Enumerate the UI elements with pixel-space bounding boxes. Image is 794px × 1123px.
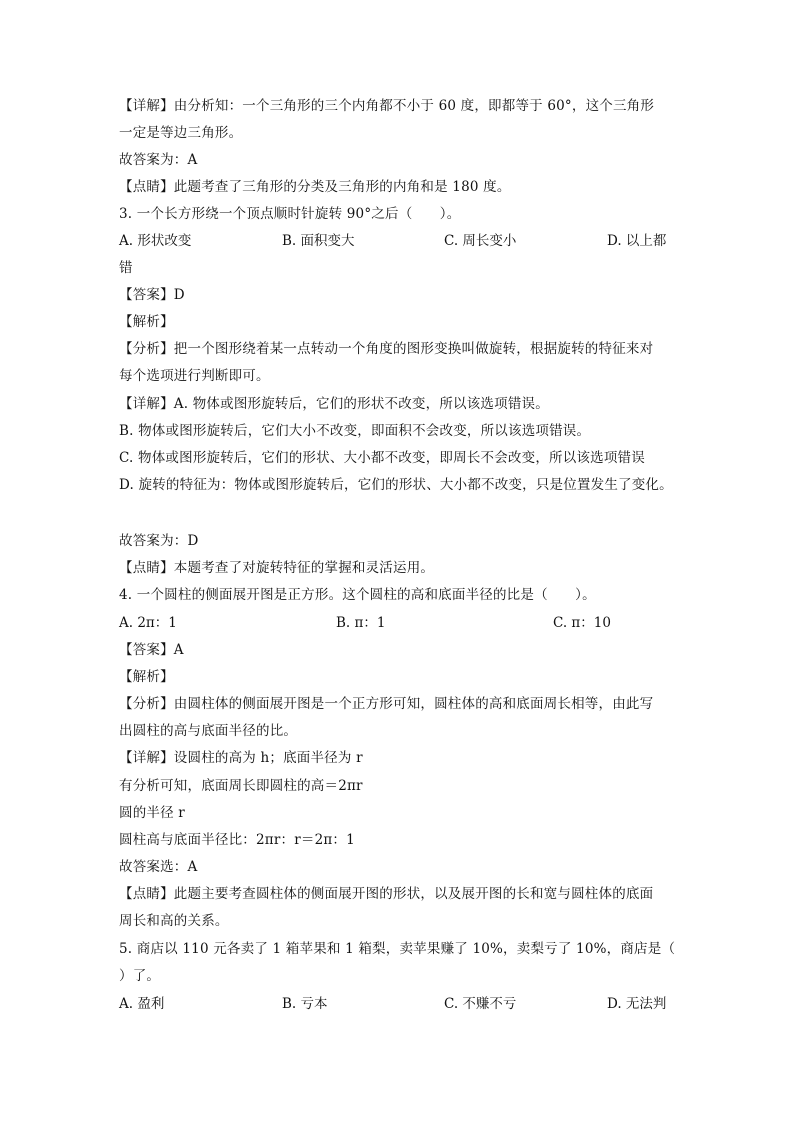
q3-analysis-title: 【解析】 [119,314,174,330]
q3-analysis-line-2: 每个选项进行判断即可。 [119,368,270,384]
q4-detail-line-3: 圆的半径 r [119,805,185,821]
q3-detail-d: D. 旋转的特征为：物体或图形旋转后，它们的形状、大小都不改变，只是位置发生了变化。 [119,477,673,493]
q5-option-b: B. 亏本 [282,996,328,1012]
q4-analysis-line-2: 出圆柱的高与底面半径的比。 [119,723,298,739]
q5-stem-line-2: ）了。 [119,968,161,984]
q3-option-wrap: 错 [119,260,133,276]
q5-option-c: C. 不赚不亏 [444,996,517,1012]
q4-comment-line-1: 【点睛】此题主要考查圆柱体的侧面展开图的形状，以及展开图的长和宽与圆柱体的底面 [119,886,654,902]
q2-detail-line-1: 【详解】由分析知：一个三角形的三个内角都不小于 60 度，即都等于 60°，这个三角形 [119,98,655,114]
q4-detail-line-4: 圆柱高与底面半径比：2πr：r＝2π：1 [119,832,355,848]
q4-option-b: B. π：1 [336,615,386,631]
q3-comment: 【点睛】本题考查了对旋转特征的掌握和灵活运用。 [119,560,435,576]
q4-detail-line-2: 有分析可知，底面周长即圆柱的高＝2πr [119,778,363,794]
q5-option-d: D. 无法判 [607,996,667,1012]
q2-comment: 【点睛】此题考查了三角形的分类及三角形的内角和是 180 度。 [119,179,511,195]
q3-answer-line: 故答案为：D [119,533,199,549]
q4-option-a: A. 2π：1 [119,615,177,631]
q4-comment-line-2: 周长和高的关系。 [119,913,229,929]
q4-detail-line-1: 【详解】设圆柱的高为 h；底面半径为 r [119,750,363,766]
q3-detail-b: B. 物体或图形旋转后，它们大小不改变，即面积不会改变，所以该选项错误。 [119,423,591,439]
q3-option-c: C. 周长变小 [444,233,517,249]
q3-option-b: B. 面积变大 [282,233,355,249]
q4-answer: 【答案】A [119,642,184,658]
q4-option-c: C. π：10 [553,615,611,631]
q4-analysis-line-1: 【分析】由圆柱体的侧面展开图是一个正方形可知，圆柱体的高和底面周长相等，由此写 [119,696,654,712]
q3-answer: 【答案】D [119,287,185,303]
q3-detail-a: 【详解】A. 物体或图形旋转后，它们的形状不改变，所以该选项错误。 [119,396,549,412]
q5-stem-line-1: 5. 商店以 110 元各卖了 1 箱苹果和 1 箱梨，卖苹果赚了 10%，卖梨亏了 10%，商店是（ [119,941,676,957]
q3-stem: 3. 一个长方形绕一个顶点顺时针旋转 90°之后（ ）。 [119,206,461,222]
q5-option-a: A. 盈利 [119,996,165,1012]
q4-analysis-title: 【解析】 [119,669,174,685]
q2-answer-line: 故答案为：A [119,152,198,168]
q3-analysis-line-1: 【分析】把一个图形绕着某一点转动一个角度的图形变换叫做旋转，根据旋转的特征来对 [119,341,654,357]
q2-detail-line-2: 一定是等边三角形。 [119,125,243,141]
q3-detail-c: C. 物体或图形旋转后，它们的形状、大小都不改变，即周长不会改变，所以该选项错误 [119,450,645,466]
q3-option-a: A. 形状改变 [119,233,192,249]
q4-stem: 4. 一个圆柱的侧面展开图是正方形。这个圆柱的高和底面半径的比是（ ）。 [119,587,596,603]
q3-option-d: D. 以上都 [607,233,667,249]
q4-answer-line: 故答案选：A [119,859,198,875]
